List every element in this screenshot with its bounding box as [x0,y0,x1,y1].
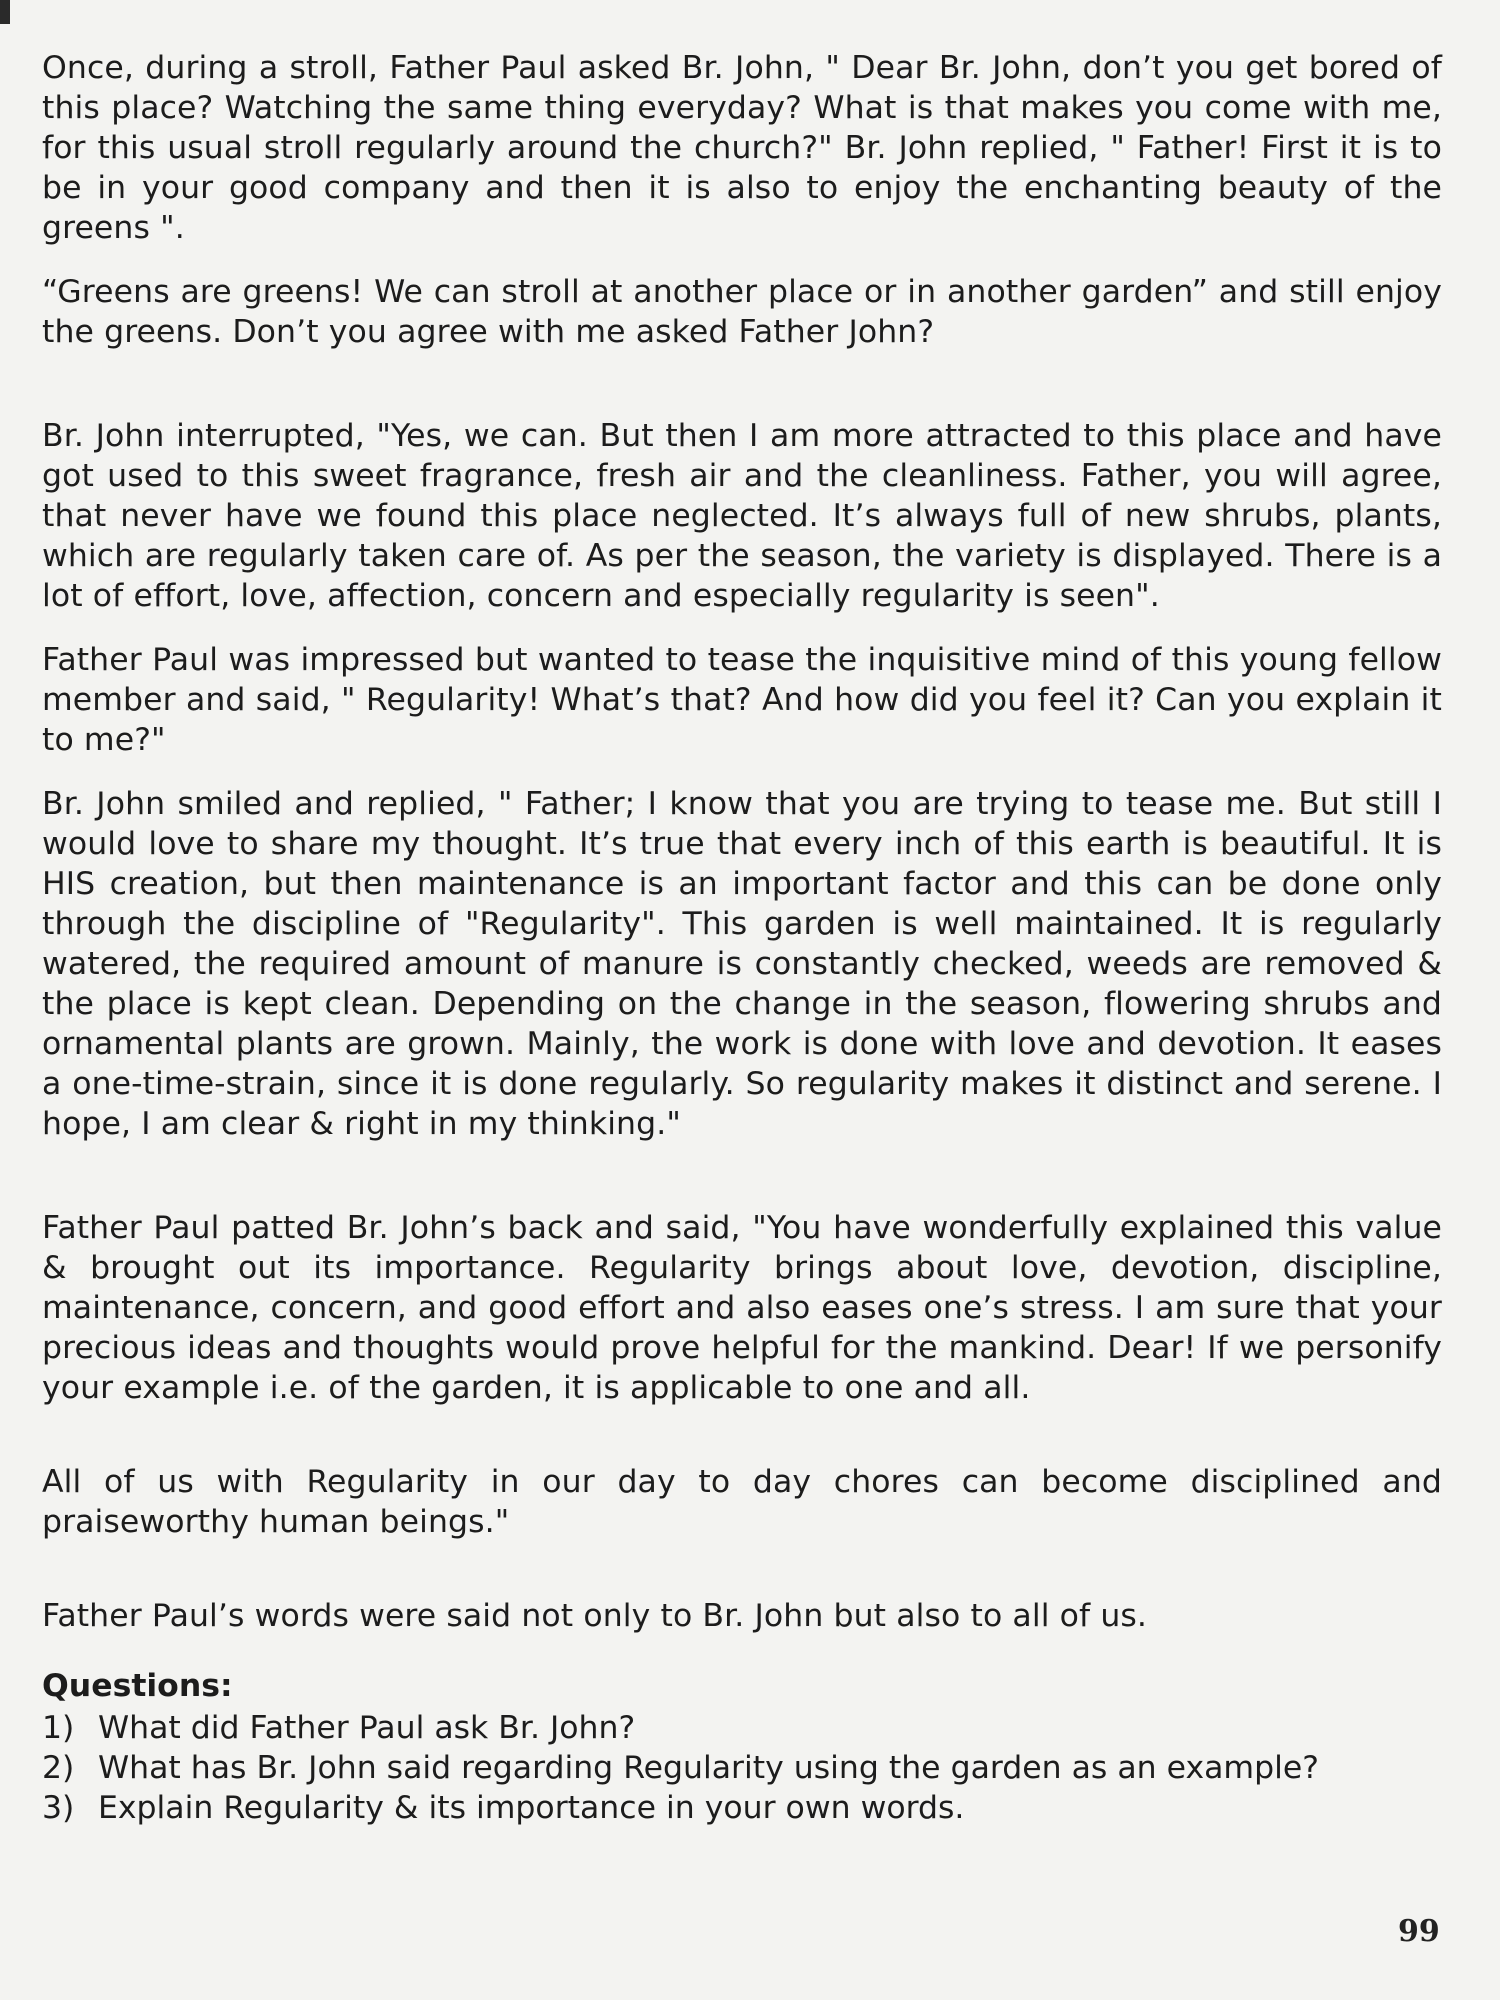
question-text: Explain Regularity & its importance in your own words. [98,1790,965,1826]
story-paragraph-8: Father Paul’s words were said not only to Br. John but also to all of us. [42,1598,1148,1634]
question-number: 2) [42,1750,75,1786]
questions-heading: Questions: [42,1668,233,1704]
question-number: 1) [42,1710,75,1746]
story-paragraph-4: Father Paul was impressed but wanted to tease the inquisitive mind of this young fellow member and said, " Regularity! What’s that? And how did you feel it? Can you explain it to me?" [42,642,1442,758]
questions-section [42,1666,1442,1828]
story-paragraph-5: Br. John smiled and replied, " Father; I know that you are trying to tease me. But still I would love to share my thought. It’s true that every inch of this earth is beautiful. It is HIS creation, but then maintenance is an important factor and this can be done only through the discipline of "Regularity". This garden is well maintained. It is regularly watered, the required amount of manure is constantly checked, weeds are removed & the place is kept clean. Depending on the change in the season, flowering shrubs and ornamental plants are grown. Mainly, the work is done with love and devotion. It eases a one-time-strain, since it is done regularly. So regularity makes it distinct and serene. I hope, I am clear & right in my thinking." [42,786,1442,1142]
question-item [42,1708,1442,1748]
questions-list [42,1708,1442,1828]
story-paragraph-1: Once, during a stroll, Father Paul asked Br. John, " Dear Br. John, don’t you get bored of this place? Watching the same thing everyday? What is that makes you come with me, for this usual stroll regularly around the church?" Br. John replied, " Father! First it is to be in your good company and then it is also to enjoy the enchanting beauty of the greens ". [42,50,1442,246]
question-item [42,1788,1442,1828]
story-paragraph-2: “Greens are greens! We can stroll at another place or in another garden” and still enjoy the greens. Don’t you agree with me asked Father John? [42,274,1442,350]
story-paragraph-3: Br. John interrupted, "Yes, we can. But then I am more attracted to this place and have got used to this sweet fragrance, fresh air and the cleanliness. Father, you will agree, that never have we found this place neglected. It’s always full of new shrubs, plants, which are regularly taken care of. As per the season, the variety is displayed. There is a lot of effort, love, affection, concern and especially regularity is seen". [42,418,1442,614]
question-number: 3) [42,1790,75,1826]
page-number: 99 [1398,1914,1440,1949]
question-text: What did Father Paul ask Br. John? [98,1710,636,1746]
question-item [42,1748,1442,1788]
page-content [42,48,1442,1828]
story-paragraph-7: All of us with Regularity in our day to day chores can become disciplined and praiseworthy human beings." [42,1464,1442,1540]
question-text: What has Br. John said regarding Regularity using the garden as an example? [98,1750,1319,1786]
scan-edge-mark [0,0,10,24]
story-paragraph-6: Father Paul patted Br. John’s back and said, "You have wonderfully explained this value & brought out its importance. Regularity brings about love, devotion, discipline, maintenance, concern, and good effort and also eases one’s stress. I am sure that your precious ideas and thoughts would prove helpful for the mankind. Dear! If we personify your example i.e. of the garden, it is applicable to one and all. [42,1210,1442,1406]
